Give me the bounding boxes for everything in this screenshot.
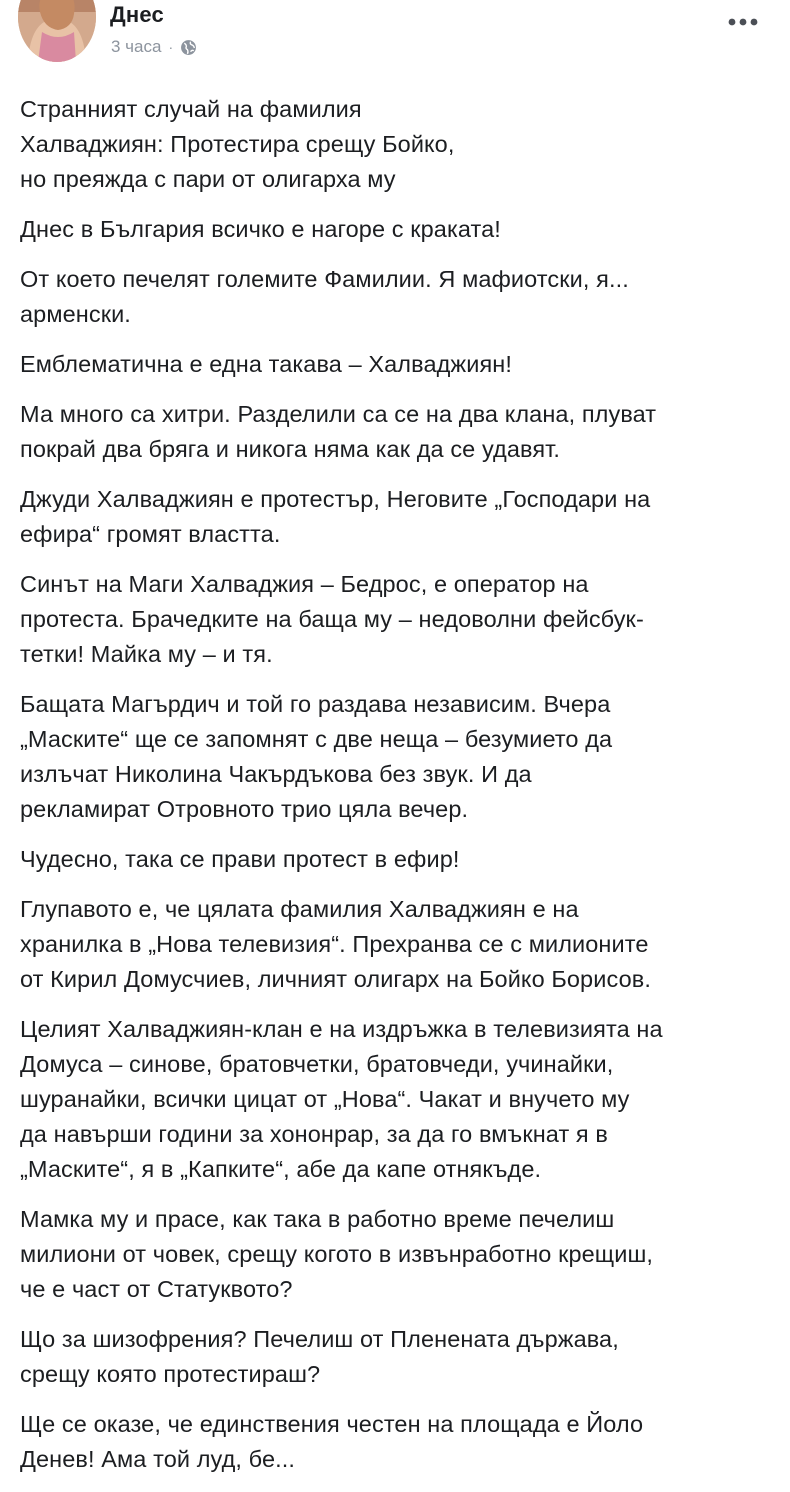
post-body	[20, 92, 775, 1492]
post-paragraph: Глупавото е, че цялата фамилия Халваджиян е на хранилка в „Нова телевизия“. Прехранва се с милионите от Кирил Домусчиев, личният олигарх на Бойко Борисов.	[20, 896, 651, 992]
post-time[interactable]: 3 часа	[111, 37, 162, 56]
post-paragraph: Целият Халваджиян-клан е на издръжка в телевизията на Домуса – синове, братовчетки, братовчеди, учинайки, шуранайки, всички цицат от „Нова“. Чакат и внучето му да навърши години за хононрар, за да го вмъкнат я в „Маските“, я в „Капките“, абе да капе отнякъде.	[20, 1016, 663, 1182]
post-paragraph: Бащата Магърдич и той го раздава независим. Вчера „Маските“ ще се запомнят с две неща – безумието да излъчат Николина Чакърдъкова без звук. И да рекламират Отровното трио цяла вечер.	[20, 691, 613, 822]
post-paragraph: Емблематична е една такава – Халваджиян!	[20, 351, 513, 377]
post-paragraph: Мамка му и прасе, как така в работно време печелиш милиони от човек, срещу когото в извънработно крещиш, че е част от Статуквото?	[20, 1206, 654, 1302]
globe-icon[interactable]	[180, 39, 197, 56]
post-paragraph: Що за шизофрения? Печелиш от Пленената държава, срещу която протестираш?	[20, 1326, 619, 1387]
author-name[interactable]: Днес	[110, 2, 164, 27]
more-dots-icon	[724, 6, 764, 32]
post-meta	[111, 36, 197, 58]
post-paragraph: Чудесно, така се прави протест в ефир!	[20, 846, 460, 872]
more-options-button[interactable]	[724, 6, 764, 32]
post-paragraph-title: Странният случай на фамилия Халваджиян: Протестира срещу Бойко, но преяжда с пари от олигарха му	[20, 96, 455, 192]
post-paragraph: Ще се оказе, че единствения честен на площада е Йоло Денев! Ама той луд, бе...	[20, 1411, 644, 1472]
post-header	[0, 0, 790, 70]
post-paragraph: Джуди Халваджиян е протестър, Неговите „Господари на ефира“ громят властта.	[20, 486, 651, 547]
post-paragraph: От което печелят големите Фамилии. Я мафиотски, я... арменски.	[20, 266, 629, 327]
author-avatar[interactable]	[18, 0, 96, 62]
post-paragraph: Ма много са хитри. Разделили са се на два клана, плуват покрай два бряга и никога няма как да се удавят.	[20, 401, 657, 462]
post-paragraph: Синът на Маги Халваджия – Бедрос, е оператор на протеста. Брачедките на баща му – недоволни фейсбук- тетки! Майка му – и тя.	[20, 571, 644, 667]
meta-separator: ·	[168, 39, 174, 55]
post-paragraph: Днес в България всичко е нагоре с краката!	[20, 216, 501, 242]
avatar-photo	[18, 0, 96, 62]
